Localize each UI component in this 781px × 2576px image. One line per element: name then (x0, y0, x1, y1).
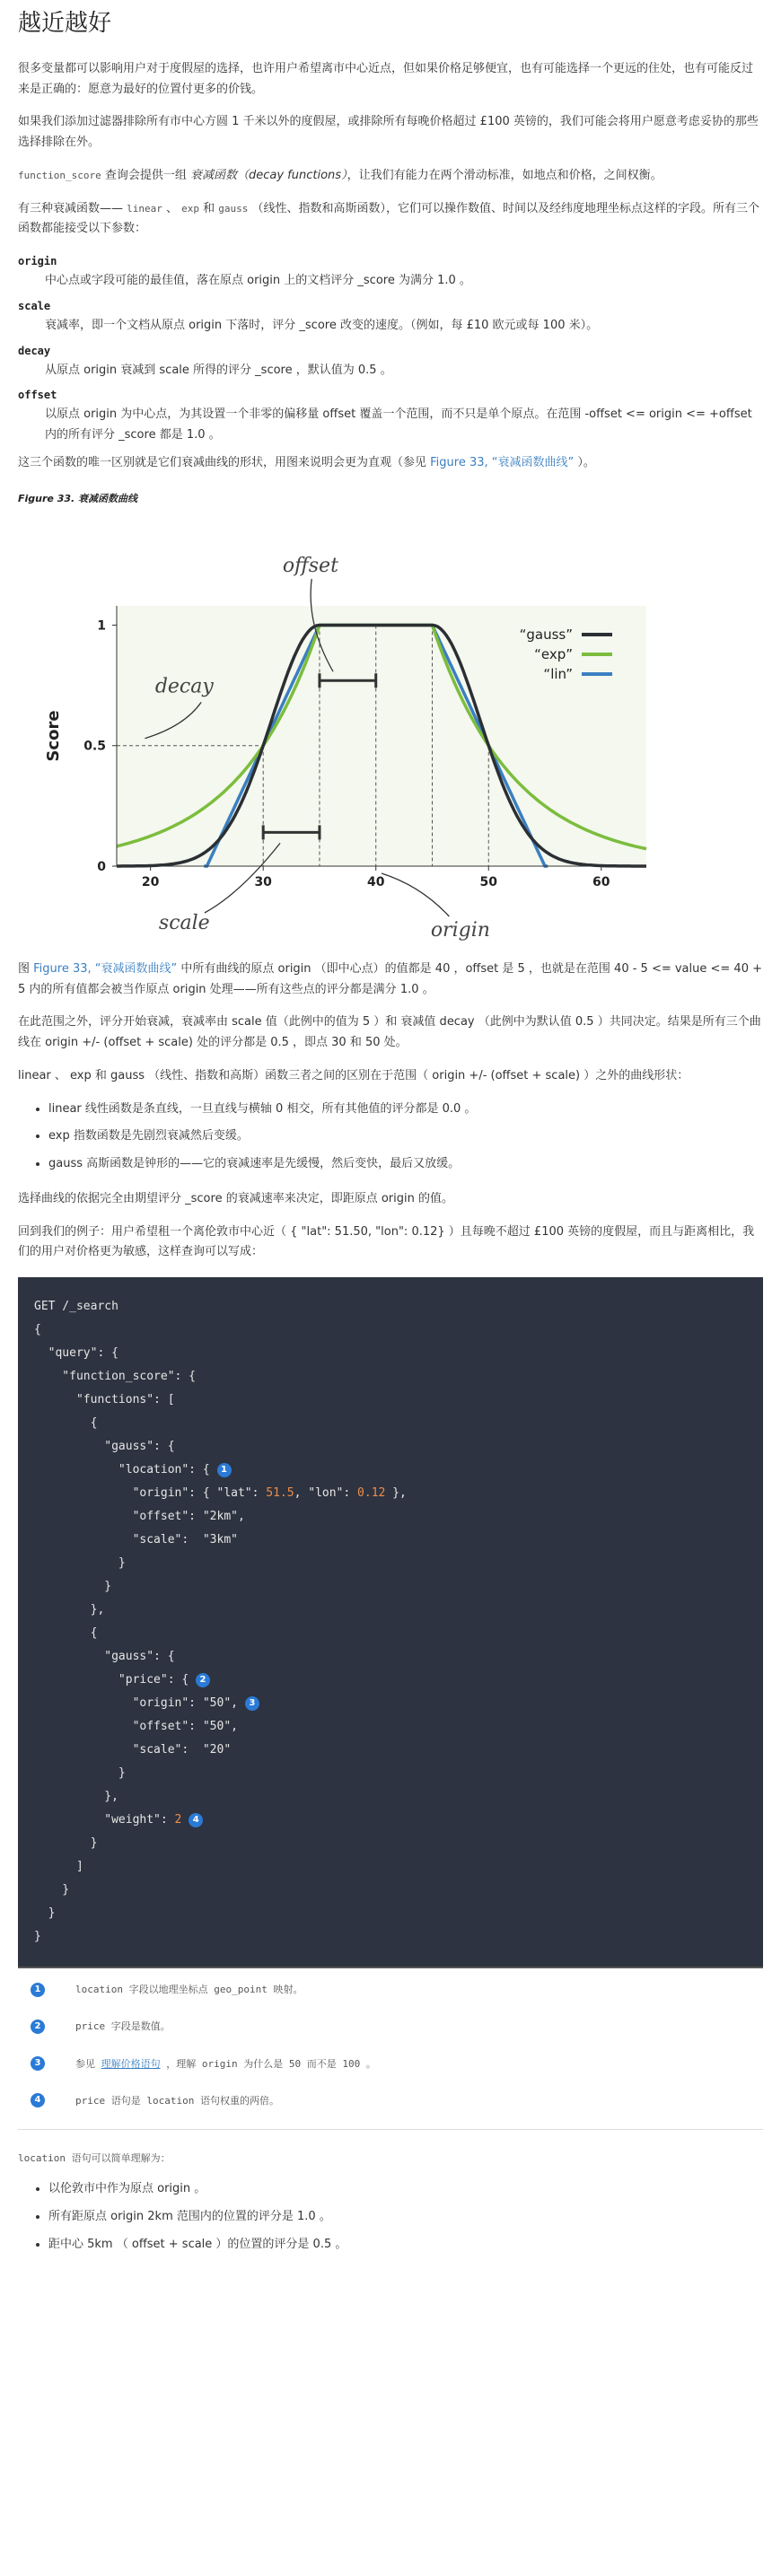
list-item: • gauss 高斯函数是钟形的——它的衰减速率是先缓慢，然后变快，最后又放缓。 (48, 1154, 763, 1175)
callout-row: 1 location 字段以地理坐标点 geo_point 映射。 (18, 1981, 763, 1998)
page-title: 越近越好 (18, 10, 112, 37)
curve-paragraph: 这三个函数的唯一区别就是它们衰减曲线的形状，用图来说明会更为直观（参见 Figure 33, “衰减函数曲线” ）。 (18, 455, 595, 469)
list-item: • linear 线性函数是条直线，一旦直线与横轴 0 相交，所有其他值的评分都是 0.0 。 (48, 1100, 763, 1120)
figure-title: Figure 33. 衰减函数曲线 (18, 492, 138, 504)
origin-label: origin (430, 918, 490, 942)
code-block: GET /_search { "query": { "function_score": { "functions": [ { "gauss": { "location": { 1 "origin": { "lat": 51.5, "lon": 0.12 }, "offset": "2km", "scale": "3km" } } }, { "gauss": { "price": { 2 "origin": "50", 3 "offset": "50", "scale": "20" } }, "weight": 2 4 } ] } } } (18, 1277, 763, 1967)
y-tick-label: 0.5 (83, 739, 106, 754)
callout-badge: 4 (31, 2093, 45, 2107)
origin-paragraph: 图 Figure 33, “衰减函数曲线” 中所有曲线的原点 origin （即中心点）的值都是 40 ，offset 是 5 ，也就是在范围 40 - 5 <= value <= 40 + 5 内的所有值都会被当作原点 origin 处理——所有这些点的评分都是满分 1.0 。 (18, 961, 762, 996)
choice-paragraph: 选择曲线的依据完全由期望评分 _score 的衰减速率来决定，即距原点 origin 的值。 (18, 1191, 453, 1205)
list-item: • 以伦敦市中作为原点 origin 。 (48, 2179, 763, 2200)
shape-intro-paragraph: linear 、 exp 和 gauss （线性、指数和高斯）函数三者之间的区别在于范围（ origin +/- (offset + scale) ）之外的曲线形状： (18, 1068, 689, 1082)
x-tick-label: 50 (479, 874, 497, 889)
callout-row: 2 price 字段是数值。 (18, 2018, 763, 2035)
param-desc: 以原点 origin 为中心点，为其设置一个非零的偏移量 offset 覆盖一个范围，而不只是单个原点。在范围 -offset <= origin <= +offset 内的所有评分 _score 都是 1.0 。 (45, 407, 752, 442)
scale-paragraph: 在此范围之外，评分开始衰减，衰减率由 scale 值（此例中的值为 5 ）和 衰减值 decay （此例中为默认值 0.5 ）共同决定。结果是所有三个曲线在 origin +/- (offset + scale) 处的评分都是 0.5 ，即点 30 和 50 处。 (18, 1015, 761, 1050)
param-desc: 中心点或字段可能的最佳值，落在原点 origin 上的文档评分 _score 为满分 1.0 。 (45, 274, 471, 288)
list-item: • exp 指数函数是先剧烈衰减然后变缓。 (48, 1126, 763, 1147)
x-tick-label: 20 (141, 874, 160, 889)
scale-label: scale (158, 911, 210, 934)
price-clause-link[interactable]: 理解价格语句 (101, 2057, 161, 2070)
callout-badge: 3 (31, 2056, 45, 2071)
callout-badge: 2 (31, 2020, 45, 2034)
param-desc: 从原点 origin 衰减到 scale 所得的评分 _score ，默认值为 0.5 。 (45, 363, 392, 377)
inline-code: function_score (18, 169, 101, 181)
callout-badge: 1 (31, 1983, 45, 1997)
functions-paragraph: 有三种衰减函数—— linear 、 exp 和 gauss （线性、指数和高斯函数），它们可以操作数值、时间以及经纬度地理坐标点这样的字段。所有三个函数都能接受以下参数： (18, 201, 760, 236)
parameter-list (18, 252, 763, 446)
decay-chart-svg (18, 516, 763, 947)
decay-intro-paragraph: function_score 查询会提供一组 衰减函数（decay functions），让我们有能力在两个滑动标准，如地点和价格，之间权衡。 (18, 168, 663, 182)
list-item: • 所有距原点 origin 2km 范围内的位置的评分是 1.0 。 (48, 2207, 763, 2228)
callout-row: 3 参见 理解价格语句 ，理解 origin 为什么是 50 而不是 100 。 (18, 2055, 763, 2072)
callout-2: 2 (196, 1673, 210, 1687)
origin-arrow (382, 873, 449, 916)
legend-label: “lin” (543, 665, 573, 682)
figure-link-2[interactable]: Figure 33, “衰减函数曲线” (33, 961, 178, 976)
decay-label: decay (154, 675, 214, 698)
param-term: offset (18, 389, 57, 402)
callout-4: 4 (189, 1813, 203, 1827)
intro-paragraph: 很多变量都可以影响用户对于度假屋的选择，也许用户希望离市中心近点，但如果价格足够便宜，也有可能选择一个更远的住处，也有可能反过来是正确的：愿意为最好的位置付更多的价钱。 (18, 61, 754, 96)
location-list (18, 2179, 763, 2255)
location-paragraph: location 语句可以简单理解为： (18, 2152, 171, 2165)
figure-link[interactable]: Figure 33, “衰减函数曲线” (430, 455, 575, 469)
legend-label: “exp” (534, 645, 573, 662)
offset-label: offset (282, 554, 338, 577)
legend-label: “gauss” (519, 626, 573, 643)
y-axis-label: Score (44, 710, 63, 762)
divider (18, 2129, 763, 2130)
x-tick-label: 60 (592, 874, 610, 889)
param-desc: 衰减率，即一个文档从原点 origin 下落时，评分 _score 改变的速度。（例如，每 £10 欧元或每 100 米）。 (45, 318, 599, 332)
x-tick-label: 40 (366, 874, 385, 889)
callout-3: 3 (245, 1696, 259, 1711)
filter-paragraph: 如果我们添加过滤器排除所有市中心方圆 1 千米以外的度假屋，或排除所有每晚价格超过 £100 英镑的，我们可能会将用户愿意考虑妥协的那些选择排除在外。 (18, 115, 759, 150)
param-term: scale (18, 299, 51, 312)
callout-row: 4 price 语句是 location 语句权重的两倍。 (18, 2092, 763, 2109)
decay-chart (18, 516, 763, 947)
x-tick-label: 30 (254, 874, 272, 889)
callout-1: 1 (217, 1463, 232, 1477)
callout-list (18, 1967, 763, 2109)
y-tick-label: 1 (97, 618, 106, 634)
list-item: • 距中心 5km （ offset + scale ）的位置的评分是 0.5 。 (48, 2235, 763, 2256)
param-term: origin (18, 255, 57, 268)
example-paragraph: 回到我们的例子：用户希望租一个离伦敦市中心近（ { "lat": 51.50, "lon": 0.12} ）且每晚不超过 £100 英镑的度假屋，而且与距离相比，我们的用户对价格更为敏感，这样查询可以写成： (18, 1224, 755, 1259)
shape-list (18, 1100, 763, 1175)
param-term: decay (18, 344, 51, 357)
plot-area (117, 606, 646, 866)
y-tick-label: 0 (97, 859, 106, 874)
